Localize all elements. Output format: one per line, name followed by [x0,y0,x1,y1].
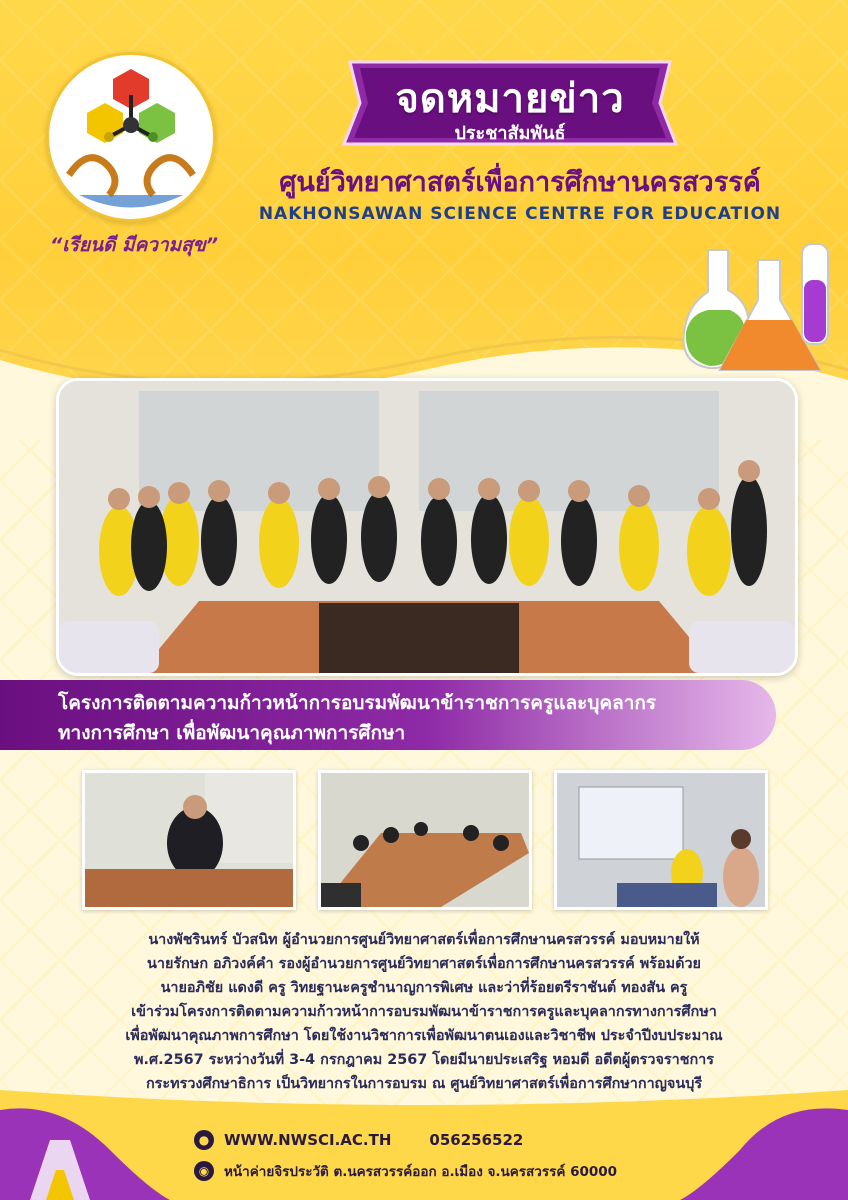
org-name-thai: ศูนย์วิทยาศาสตร์เพื่อการศึกษานครสวรรค์ [279,167,761,198]
address-text: หน้าค่ายจิรประวัติ ต.นครสวรรค์ออก อ.เมือง จ.นครสวรรค์ 60000 [224,1164,618,1180]
banner-subtitle: ประชาสัมพันธ์ [454,123,566,144]
globe-icon: ● [194,1130,214,1150]
banner-title: จดหมายข่าว [395,76,625,122]
photo-speaker [82,770,296,910]
body-line: นายอภิชัย แดงดี ครู วิทยฐานะครูชำนาญการพิเศษ และว่าที่ร้อยตรีราชันต์ ทองสัน ครู [160,980,688,996]
article-body [60,928,788,1096]
body-line: พ.ศ.2567 ระหว่างวันที่ 3-4 กรกฎาคม 2567 โดยมีนายประเสริฐ หอมดี อดีตผู้ตรวจราชการ [134,1052,714,1068]
photo-meeting-table [318,770,532,910]
headline-band [0,680,776,750]
contact-website [194,1130,523,1150]
headline-line-1: โครงการติดตามความก้าวหน้าการอบรมพัฒนาข้าราชการครูและบุคลากร [58,692,657,714]
photo-presentation-screen [554,770,768,910]
body-line: กระทรวงศึกษาธิการ เป็นวิทยากรในการอบรม ณ ศูนย์วิทยาศาสตร์เพื่อการศึกษากาญจนบุรี [145,1076,703,1092]
headline-line-2: ทางการศึกษา เพื่อพัฒนาคุณภาพการศึกษา [58,722,406,744]
science-flasks-illustration [680,240,840,380]
location-pin-icon: ◉ [194,1161,214,1181]
body-line: นางพัชรินทร์ บัวสนิท ผู้อำนวยการศูนย์วิทยาศาสตร์เพื่อการศึกษานครสวรรค์ มอบหมายให้ [148,932,700,948]
contact-address [194,1160,617,1182]
body-line: เพื่อพัฒนาคุณภาพการศึกษา โดยใช้งานวิชาการเพื่อพัฒนาตนเองและวิชาชีพ ประจำปีงบประมาณ [125,1028,723,1044]
website-text[interactable]: WWW.NWSCI.AC.TH [224,1131,392,1149]
main-group-photo [56,378,798,676]
slogan: “เรียนดี มีความสุข” [50,234,218,256]
org-name-english: NAKHONSAWAN SCIENCE CENTRE FOR EDUCATION [258,204,782,224]
center-logo [46,52,216,222]
body-line: นายรักษก อภิวงค์คำ รองผู้อำนวยการศูนย์วิทยาศาสตร์เพื่อการศึกษานครสวรรค์ พร้อมด้วย [147,956,701,972]
phone-text: 056256522 [429,1131,524,1149]
body-line: เข้าร่วมโครงการติดตามความก้าวหน้าการอบรมพัฒนาข้าราชการครูและบุคลากรทางการศึกษา [131,1004,717,1020]
